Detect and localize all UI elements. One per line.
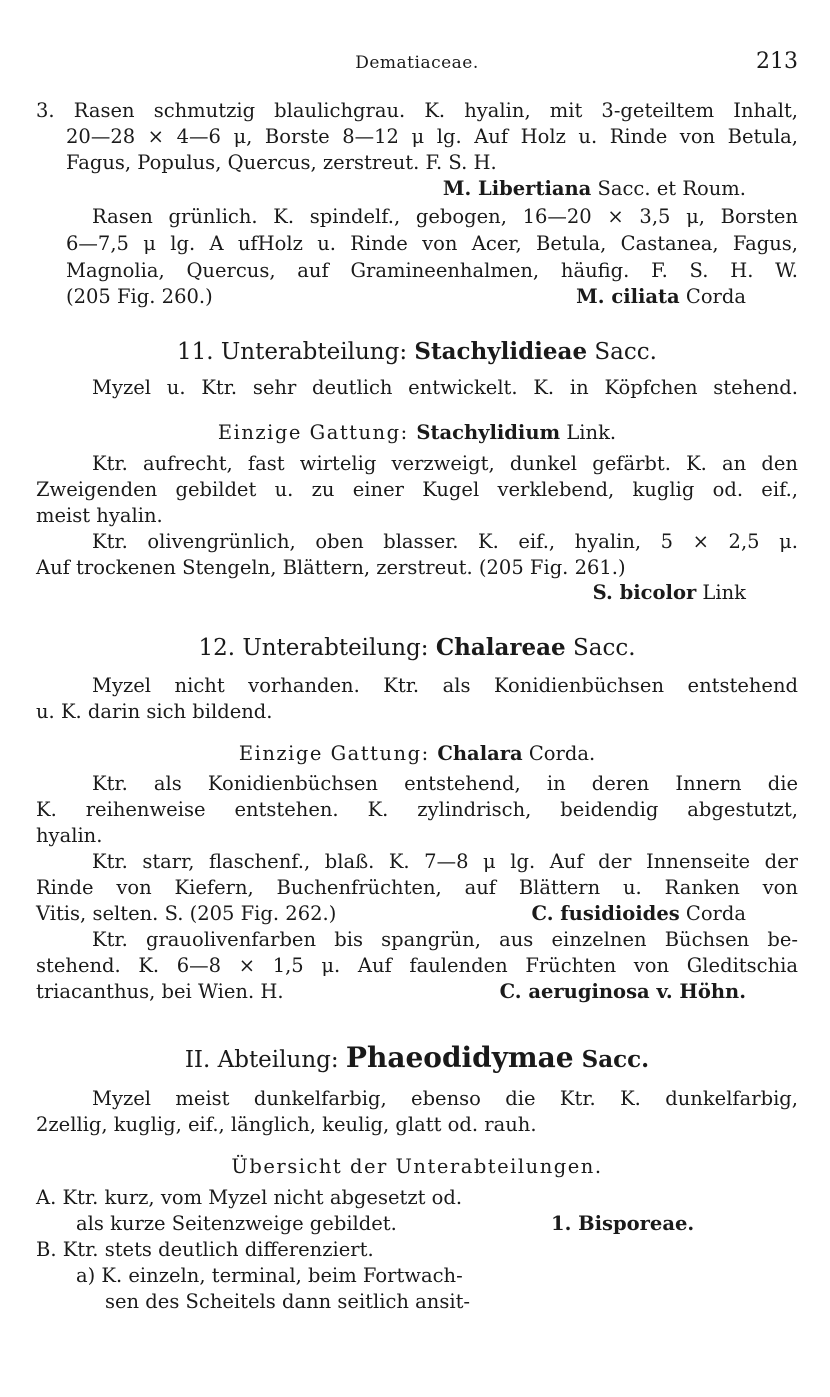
- text-line: 6—7,5 μ lg. A ufHolz u. Rinde von Acer, Betula, Castanea, Fagus,: [66, 232, 798, 255]
- species-author: Corda: [679, 285, 746, 308]
- overview-title: Übersicht der Unterabteilungen.: [231, 1155, 603, 1178]
- species-line: [36, 176, 798, 202]
- text-line: Zweigenden gebildet u. zu einer Kugel verklebend, kuglig od. eif.,: [36, 478, 798, 501]
- text-line: Ktr. olivengrünlich, oben blasser. K. eif., hyalin, 5 × 2,5 μ.: [92, 530, 798, 553]
- text-line: (205 Fig. 260.): [66, 285, 213, 308]
- key-line: als kurze Seitenzweige gebildet.: [76, 1212, 397, 1235]
- text-line: Magnolia, Quercus, auf Gramineenhalmen, häufig. F. S. H. W.: [66, 259, 798, 282]
- text-line: Ktr. aufrecht, fast wirtelig verzweigt, dunkel gefärbt. K. an den: [92, 452, 798, 475]
- species-line: [36, 284, 798, 310]
- key-line: B. Ktr. stets deutlich differenziert.: [36, 1238, 374, 1261]
- key-line: a) K. einzeln, terminal, beim Fortwach-: [76, 1264, 463, 1287]
- text-line: Vitis, selten. S. (205 Fig. 262.): [36, 902, 337, 925]
- text-line: Rasen grünlich. K. spindelf., gebogen, 16—20 × 3,5 μ, Borsten: [92, 205, 798, 228]
- key-line: A. Ktr. kurz, vom Myzel nicht abgesetzt od.: [36, 1186, 463, 1209]
- text-line: Myzel u. Ktr. sehr deutlich entwickelt. K. in Köpfchen stehend.: [92, 376, 798, 399]
- species-line: [36, 901, 798, 927]
- text-line: 2zellig, kuglig, eif., länglich, keulig, glatt od. rauh.: [36, 1113, 537, 1136]
- key-result: 1. Bisporeae.: [551, 1212, 695, 1235]
- key-line: sen des Scheitels dann seitlich ansit-: [105, 1290, 471, 1313]
- text-line: u. K. darin sich bildend.: [36, 700, 273, 723]
- species-name: C. aeruginosa v. Höhn.: [499, 980, 746, 1003]
- genus-line: Einzige Gattung: Chalara Corda.: [238, 742, 596, 765]
- species-author: Sacc. et Roum.: [591, 177, 746, 200]
- species-name: S. bicolor: [592, 581, 697, 604]
- section-name: Chalareae: [435, 634, 566, 661]
- text-line: hyalin.: [36, 824, 103, 847]
- text-line: Ktr. grauolivenfarben bis spangrün, aus einzelnen Büchsen be-: [92, 928, 798, 951]
- text-line: K. reihenweise entstehen. K. zylindrisch, beidendig abgestutzt,: [36, 798, 798, 821]
- species-author: Link: [696, 581, 746, 604]
- genus-name: Stachylidium: [416, 421, 561, 444]
- text-line: Myzel nicht vorhanden. Ktr. als Konidienbüchsen entstehend: [92, 674, 798, 697]
- section-heading: 11. Unterabteilung: Stachylidieae Sacc.: [177, 338, 657, 365]
- text-line: stehend. K. 6—8 × 1,5 μ. Auf faulenden Früchten von Gleditschia: [36, 954, 798, 977]
- text-line: 3. Rasen schmutzig blaulichgrau. K. hyalin, mit 3-geteiltem Inhalt,: [36, 99, 798, 122]
- section-name: Stachylidieae: [414, 338, 588, 365]
- species-author: Corda: [679, 902, 746, 925]
- text-line: Rinde von Kiefern, Buchenfrüchten, auf Blättern u. Ranken von: [36, 876, 798, 899]
- genus-line: Einzige Gattung: Stachylidium Link.: [217, 421, 617, 444]
- text-line: Auf trockenen Stengeln, Blättern, zerstreut. (205 Fig. 261.): [36, 556, 626, 579]
- division-name: Phaeodidymae: [345, 1041, 574, 1074]
- text-line: meist hyalin.: [36, 504, 163, 527]
- text-line: Ktr. als Konidienbüchsen entstehend, in deren Innern die: [92, 772, 798, 795]
- genus-name: Chalara: [437, 742, 523, 765]
- text-line: Myzel meist dunkelfarbig, ebenso die Ktr. K. dunkelfarbig,: [92, 1087, 798, 1110]
- text-line: 20—28 × 4—6 μ, Borste 8—12 μ lg. Auf Holz u. Rinde von Betula,: [66, 125, 798, 148]
- text-line: triacanthus, bei Wien. H.: [36, 980, 284, 1003]
- text-line: Ktr. starr, flaschenf., blaß. K. 7—8 μ lg. Auf der Innenseite der: [92, 850, 798, 873]
- species-name: C. fusidioides: [531, 902, 680, 925]
- species-name: M. ciliata: [576, 285, 680, 308]
- running-title: Dematiaceae.: [355, 53, 479, 73]
- section-heading: 12. Unterabteilung: Chalareae Sacc.: [198, 634, 636, 661]
- text-line: Fagus, Populus, Quercus, zerstreut. F. S. H.: [66, 151, 497, 174]
- division-heading: II. Abteilung: Phaeodidymae Sacc.: [184, 1041, 650, 1074]
- page-number: 213: [756, 49, 798, 74]
- species-name: M. Libertiana: [442, 177, 592, 200]
- species-line: [36, 580, 798, 606]
